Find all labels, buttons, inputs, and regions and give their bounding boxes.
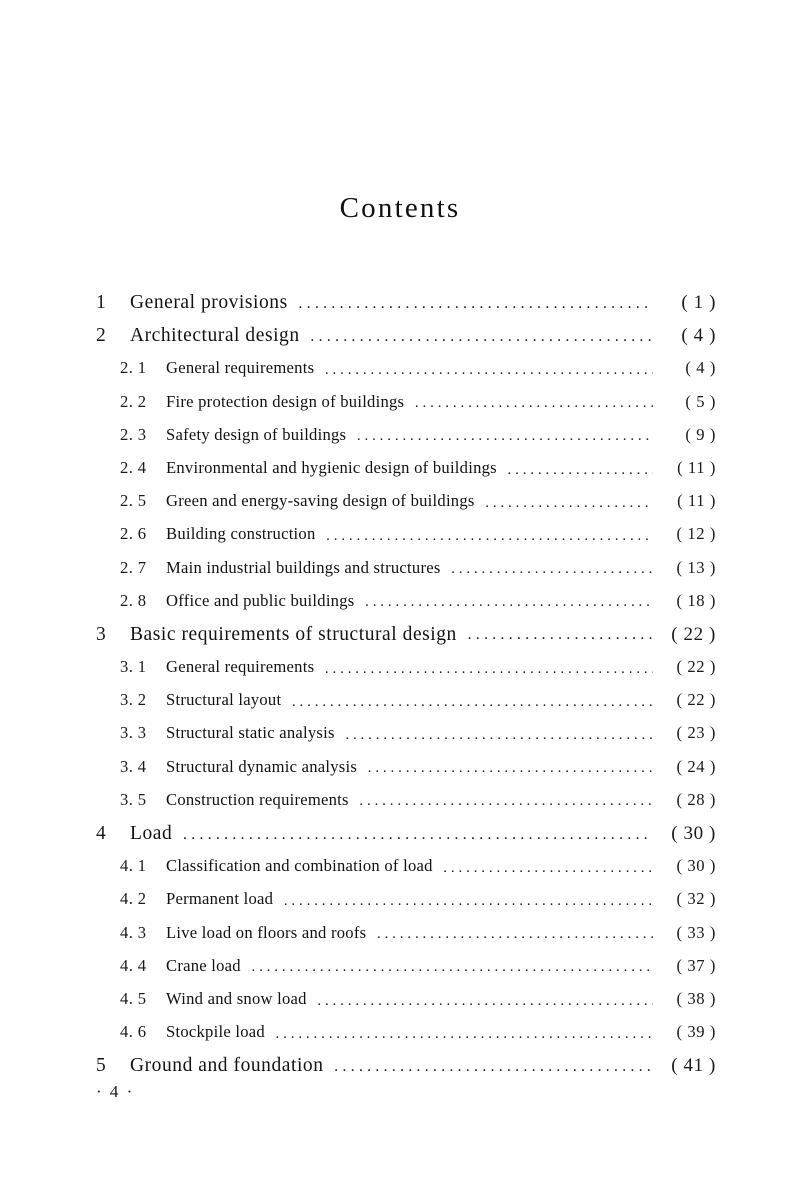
toc-entry[interactable]: [96, 491, 716, 524]
toc-entry-label: Crane load: [166, 955, 241, 975]
toc-entry[interactable]: [96, 524, 716, 557]
toc-entry-number: 3. 4: [120, 756, 147, 776]
toc-entry-number: 2. 6: [120, 524, 147, 544]
toc-entry-page: ( 30 ): [671, 823, 716, 844]
toc-entry-number: 2. 3: [120, 424, 147, 444]
toc-entry-label: Main industrial buildings and structures: [166, 557, 441, 577]
toc-entry-label: Load: [130, 823, 173, 844]
toc-entry-label: Fire protection design of buildings: [166, 391, 405, 411]
toc-entry-label: Permanent load: [166, 889, 274, 909]
toc-entry-number: 2: [96, 325, 106, 347]
toc-entry-label: Stockpile load: [166, 1022, 265, 1042]
toc-entry-page: ( 18 ): [676, 590, 716, 610]
toc-entry-number: 1: [96, 292, 106, 313]
toc-dot-leader: [367, 765, 653, 782]
toc-entry-label: General provisions: [130, 292, 288, 313]
toc-dot-leader: [283, 898, 653, 915]
toc-entry[interactable]: [96, 591, 716, 624]
toc-entry-label: Architectural design: [130, 325, 300, 347]
toc-dot-leader: [310, 332, 653, 352]
toc-dot-leader: [467, 631, 653, 651]
toc-entry[interactable]: [96, 292, 716, 325]
toc-dot-leader: [451, 566, 653, 583]
toc-entry-label: Basic requirements of structural design: [130, 623, 457, 645]
toc-entry[interactable]: [96, 690, 716, 723]
toc-entry[interactable]: [96, 823, 716, 856]
toc-entry-page: ( 11 ): [677, 491, 716, 511]
toc-entry-page: ( 39 ): [676, 1022, 716, 1042]
toc-entry[interactable]: [96, 790, 716, 823]
toc-entry-number: 4. 5: [120, 988, 147, 1008]
toc-entry-number: 4. 3: [120, 922, 147, 942]
toc-dot-leader: [298, 299, 653, 319]
toc-entry[interactable]: [96, 889, 716, 922]
toc-entry-label: Structural dynamic analysis: [166, 756, 358, 776]
toc-entry-number: 3. 3: [120, 723, 147, 743]
toc-entry-page: ( 5 ): [685, 391, 716, 411]
toc-entry[interactable]: [96, 325, 716, 358]
toc-entry-page: ( 24 ): [676, 756, 716, 776]
toc-entry-page: ( 30 ): [676, 856, 716, 876]
toc-entry-number: 4: [96, 823, 106, 844]
toc-entry-page: ( 12 ): [676, 524, 716, 544]
toc-entry-page: ( 4 ): [681, 325, 716, 347]
toc-entry-label: Live load on floors and roofs: [166, 922, 367, 942]
toc-entry-page: ( 22 ): [676, 690, 716, 710]
toc-entry-label: Structural layout: [166, 690, 282, 710]
toc-entry[interactable]: [96, 989, 716, 1022]
toc-dot-leader: [414, 400, 653, 417]
toc-entry-number: 3. 5: [120, 789, 147, 809]
table-of-contents: [96, 292, 716, 1089]
toc-entry-label: Green and energy-saving design of buildings: [166, 491, 475, 511]
toc-entry-page: ( 22 ): [671, 623, 716, 645]
page-title: Contents: [339, 192, 461, 224]
toc-entry-label: General requirements: [166, 358, 315, 378]
toc-entry-page: ( 4 ): [685, 358, 716, 378]
toc-entry-number: 3. 1: [120, 657, 147, 677]
toc-dot-leader: [182, 830, 653, 850]
toc-entry-label: Office and public buildings: [166, 590, 355, 610]
toc-entry-page: ( 11 ): [677, 457, 716, 477]
toc-dot-leader: [334, 1062, 653, 1082]
toc-entry-page: ( 22 ): [676, 657, 716, 677]
toc-entry-page: ( 9 ): [685, 424, 716, 444]
toc-entry-number: 4. 6: [120, 1022, 147, 1042]
toc-entry-page: ( 28 ): [676, 789, 716, 809]
toc-entry-number: 2. 2: [120, 391, 147, 411]
toc-entry-number: 4. 4: [120, 955, 147, 975]
toc-entry[interactable]: [96, 425, 716, 458]
toc-dot-leader: [345, 732, 653, 749]
toc-dot-leader: [359, 798, 653, 815]
toc-entry[interactable]: [96, 657, 716, 690]
toc-entry-page: ( 1 ): [681, 292, 716, 313]
toc-entry[interactable]: [96, 923, 716, 956]
toc-dot-leader: [251, 964, 653, 981]
toc-dot-leader: [356, 433, 653, 450]
toc-entry[interactable]: [96, 558, 716, 591]
toc-entry-number: 2. 7: [120, 557, 147, 577]
toc-dot-leader: [275, 1030, 653, 1047]
toc-dot-leader: [485, 499, 653, 516]
toc-entry-label: Environmental and hygienic design of buildings: [166, 457, 497, 477]
toc-entry-page: ( 37 ): [676, 955, 716, 975]
toc-entry[interactable]: [96, 458, 716, 491]
toc-entry-label: General requirements: [166, 657, 315, 677]
toc-entry-page: ( 38 ): [676, 988, 716, 1008]
toc-dot-leader: [326, 533, 653, 550]
toc-entry-number: 4. 2: [120, 889, 147, 909]
toc-entry-label: Wind and snow load: [166, 988, 307, 1008]
toc-entry[interactable]: [96, 624, 716, 657]
toc-entry[interactable]: [96, 358, 716, 391]
toc-entry[interactable]: [96, 1022, 716, 1055]
toc-entry-label: Ground and foundation: [130, 1055, 324, 1077]
toc-dot-leader: [443, 864, 653, 881]
toc-entry[interactable]: [96, 392, 716, 425]
toc-dot-leader: [324, 665, 653, 682]
toc-dot-leader: [317, 997, 653, 1014]
toc-entry-number: 5: [96, 1055, 106, 1077]
toc-entry-label: Structural static analysis: [166, 723, 335, 743]
toc-entry[interactable]: [96, 856, 716, 889]
toc-entry-page: ( 33 ): [676, 922, 716, 942]
toc-entry-number: 4. 1: [120, 856, 147, 876]
toc-entry[interactable]: [96, 1055, 716, 1088]
toc-dot-leader: [376, 931, 653, 948]
page-folio: · 4 ·: [96, 1082, 135, 1101]
toc-entry[interactable]: [96, 956, 716, 989]
toc-dot-leader: [507, 466, 653, 483]
toc-entry[interactable]: [96, 723, 716, 756]
toc-entry-page: ( 32 ): [676, 889, 716, 909]
toc-entry-page: ( 23 ): [676, 723, 716, 743]
toc-entry-label: Safety design of buildings: [166, 424, 347, 444]
toc-entry-number: 3. 2: [120, 690, 147, 710]
toc-entry-number: 3: [96, 623, 106, 645]
toc-entry-page: ( 41 ): [671, 1055, 716, 1077]
toc-entry-label: Classification and combination of load: [166, 856, 433, 876]
toc-entry[interactable]: [96, 757, 716, 790]
toc-dot-leader: [364, 599, 653, 616]
toc-entry-number: 2. 1: [120, 358, 147, 378]
toc-entry-label: Building construction: [166, 524, 316, 544]
toc-entry-number: 2. 8: [120, 590, 147, 610]
toc-dot-leader: [291, 699, 653, 716]
toc-entry-number: 2. 5: [120, 491, 147, 511]
toc-entry-page: ( 13 ): [676, 557, 716, 577]
toc-entry-number: 2. 4: [120, 457, 147, 477]
toc-entry-label: Construction requirements: [166, 789, 349, 809]
toc-dot-leader: [324, 367, 653, 384]
